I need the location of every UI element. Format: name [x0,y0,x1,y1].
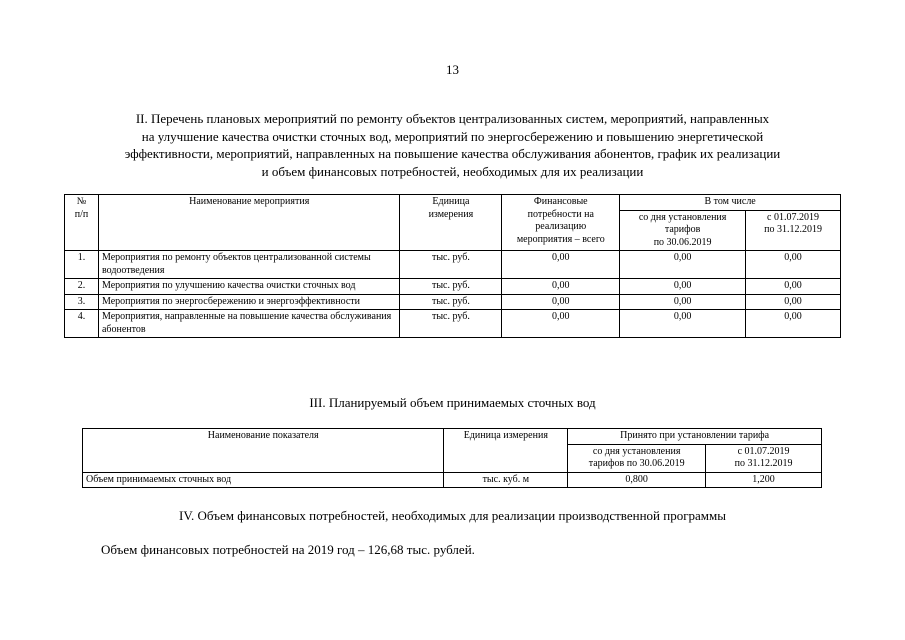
header-period-1: со дня установления тарифов по 30.06.2019 [620,210,746,251]
header-including: В том числе [620,195,841,211]
section-3-title: III. Планируемый объем принимаемых сточных вод [309,395,596,410]
row-name: Мероприятия по улучшению качества очистки сточных вод [98,279,400,295]
row-name: Объем принимаемых сточных вод [83,472,444,488]
section-4-title: IV. Объем финансовых потребностей, необходимых для реализации производственной программы [179,508,726,523]
row-period-1: 0,00 [620,279,746,295]
row-num: 1. [65,251,99,279]
row-unit: тыс. руб. [400,294,502,310]
row-num: 2. [65,279,99,295]
wastewater-volume-table [82,428,822,488]
row-period-2: 0,00 [746,294,841,310]
header-indicator-name: Наименование показателя [83,429,444,473]
row-period-2: 0,00 [746,251,841,279]
header-unit: Единица измерения [400,195,502,251]
section-2-title-line: на улучшение качества очистки сточных вод, мероприятий по энергосбережению и повышению энергетической [141,128,764,144]
row-name: Мероприятия, направленные на повышение качества обслуживания абонентов [98,310,400,338]
row-name: Мероприятия по энергосбережению и энергоэффективности [98,294,400,310]
row-total: 0,00 [502,294,620,310]
table-row [65,251,841,279]
row-name: Мероприятия по ремонту объектов централизованной системы водоотведения [98,251,400,279]
row-num: 3. [65,294,99,310]
header-unit: Единица измерения [444,429,568,473]
header-num: № п/п [65,195,99,251]
header-period-2: с 01.07.2019 по 31.12.2019 [706,444,822,472]
row-unit: тыс. руб. [400,310,502,338]
row-total: 0,00 [502,251,620,279]
header-period-1: со дня установления тарифов по 30.06.2019 [568,444,706,472]
section-2-title-line: эффективности, мероприятий, направленных на повышение качества обслуживания абонентов, график их реализации [124,146,781,161]
table-row [65,294,841,310]
table-row [65,279,841,295]
section-2-title-line: и объем финансовых потребностей, необходимых для их реализации [261,163,644,179]
row-unit: тыс. руб. [400,279,502,295]
header-name: Наименование мероприятия [98,195,400,251]
row-total: 0,00 [502,279,620,295]
row-period-2: 0,00 [746,279,841,295]
row-unit: тыс. руб. [400,251,502,279]
row-period-2: 0,00 [746,310,841,338]
section-2-title-line: II. Перечень плановых мероприятий по ремонту объектов централизованных систем, мероприятий, направленных [135,111,770,126]
measures-table [64,194,841,338]
table-row [83,472,822,488]
header-finance: Финансовые потребности на реализацию мероприятия – всего [502,195,620,251]
table-row [65,310,841,338]
row-total: 0,00 [502,310,620,338]
row-period-1: 0,00 [620,294,746,310]
header-accepted: Принято при установлении тарифа [568,429,822,445]
header-period-2: с 01.07.2019 по 31.12.2019 [746,210,841,251]
row-unit: тыс. куб. м [444,472,568,488]
section-2-title [60,110,845,180]
row-period-2: 1,200 [706,472,822,488]
page-number: 13 [446,62,459,77]
row-num: 4. [65,310,99,338]
row-period-1: 0,00 [620,251,746,279]
section-4-text: Объем финансовых потребностей на 2019 год – 126,68 тыс. рублей. [101,542,475,557]
row-period-1: 0,800 [568,472,706,488]
row-period-1: 0,00 [620,310,746,338]
